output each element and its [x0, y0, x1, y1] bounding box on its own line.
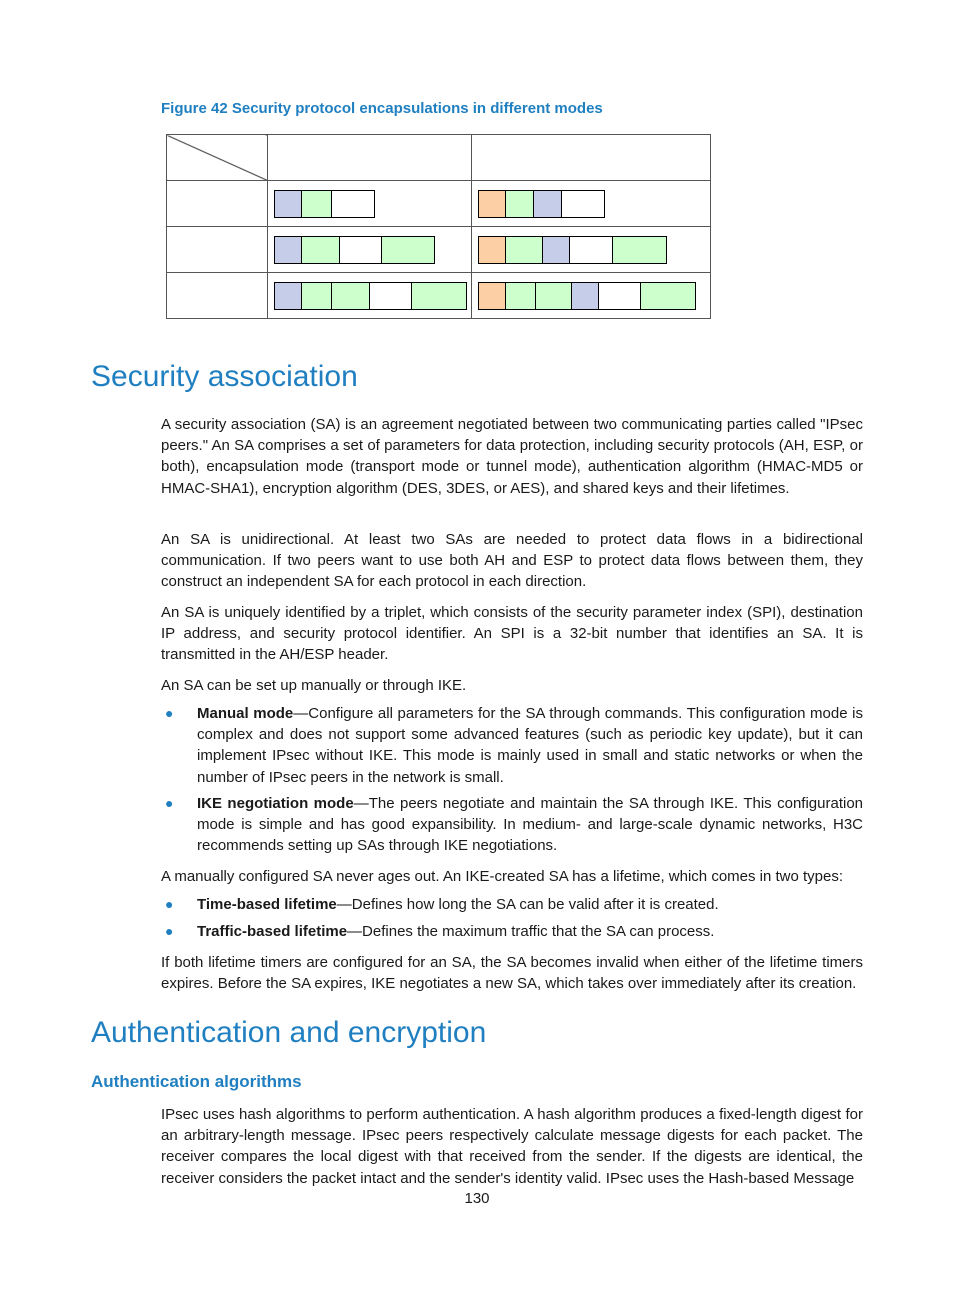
row-label-cell — [167, 227, 268, 273]
packet-segment-white — [370, 283, 412, 309]
paragraph: If both lifetime timers are configured for an SA, the SA becomes invalid when either of the lifetime timers expires. Before the SA expires, IKE negotiates a new SA, which takes over immediately after its creation. — [161, 954, 863, 993]
subsection-title-authentication-algorithms: Authentication algorithms — [91, 1072, 302, 1091]
bullet-item — [161, 921, 863, 942]
packet-segment-white — [570, 237, 613, 263]
packet-segment-blue — [275, 283, 302, 309]
packet-segment-white — [332, 191, 374, 217]
bullet-item — [161, 703, 863, 788]
packet-segment-green — [302, 191, 332, 217]
table-row — [167, 273, 711, 319]
packet-segment-green — [382, 237, 434, 263]
packet-segment-green — [506, 237, 543, 263]
packet-segment-green — [302, 237, 340, 263]
paragraph: An SA is uniquely identified by a triplet, which consists of the security parameter index (SPI), destination IP address, and security protocol identifier. An SPI is a 32-bit number that identifies an SA. It is transmitted in the AH/ESP header. — [161, 604, 863, 664]
table-row — [167, 227, 711, 273]
bullet-term: Traffic-based lifetime — [197, 923, 348, 940]
table-header-cell — [472, 135, 711, 181]
bullet-dot-icon: ● — [165, 705, 174, 721]
table-header-row — [167, 135, 711, 181]
figure-caption: Figure 42 Security protocol encapsulations in different modes — [161, 100, 603, 117]
packet-segment-green — [506, 283, 536, 309]
packet-cell — [472, 227, 711, 273]
packet-diagram — [274, 236, 435, 264]
packet-segment-green — [412, 283, 466, 309]
packet-segment-orange — [479, 283, 506, 309]
packet-diagram — [478, 282, 696, 310]
bullet-item — [161, 894, 863, 915]
bullet-dot-icon: ● — [165, 923, 174, 939]
packet-cell — [268, 227, 472, 273]
packet-cell — [268, 273, 472, 319]
table-header-cell — [268, 135, 472, 181]
packet-diagram — [274, 282, 467, 310]
packet-segment-green — [302, 283, 332, 309]
packet-segment-white — [599, 283, 641, 309]
paragraph: An SA can be set up manually or through IKE. — [161, 677, 467, 694]
packet-segment-orange — [479, 191, 506, 217]
packet-segment-white — [340, 237, 382, 263]
packet-diagram — [274, 190, 375, 218]
bullet-dot-icon: ● — [165, 896, 174, 912]
packet-cell — [472, 273, 711, 319]
packet-segment-blue — [275, 191, 302, 217]
packet-segment-white — [562, 191, 604, 217]
packet-segment-green — [536, 283, 572, 309]
bullet-dot-icon: ● — [165, 795, 174, 811]
section-title-security-association: Security association — [91, 360, 358, 393]
bullet-text: —Defines how long the SA can be valid after it is created. — [336, 896, 719, 913]
section-title-authentication-encryption: Authentication and encryption — [91, 1016, 487, 1049]
table-row — [167, 181, 711, 227]
packet-segment-blue — [543, 237, 570, 263]
packet-segment-green — [332, 283, 370, 309]
bullet-text: —Defines the maximum traffic that the SA can process. — [347, 923, 715, 940]
packet-cell — [472, 181, 711, 227]
packet-segment-blue — [572, 283, 599, 309]
paragraph: A manually configured SA never ages out. An IKE-created SA has a lifetime, which comes in two types: — [161, 868, 844, 885]
packet-segment-blue — [275, 237, 302, 263]
paragraph: IPsec uses hash algorithms to perform authentication. A hash algorithm produces a fixed-length digest for an arbitrary-length message. IPsec peers respectively calculate message digests for each packet. The receiver compares the local digest with that received from the sender. If the digests are identical, the receiver considers the packet intact and the sender's identity valid. IPsec uses the Hash-based Message — [161, 1106, 863, 1187]
encapsulation-table — [166, 134, 711, 319]
packet-segment-green — [641, 283, 695, 309]
packet-diagram — [478, 236, 667, 264]
packet-diagram — [478, 190, 605, 218]
bullet-term: Time-based lifetime — [197, 896, 337, 913]
packet-segment-green — [613, 237, 666, 263]
packet-cell — [268, 181, 472, 227]
paragraph: An SA is unidirectional. At least two SAs are needed to protect data flows in a bidirectional communication. If two peers want to use both AH and ESP to protect data flows between them, they construct an independent SA for each protocol in each direction. — [161, 531, 863, 591]
packet-segment-orange — [479, 237, 506, 263]
table-corner-cell — [167, 135, 268, 181]
bullet-term: Manual mode — [197, 705, 294, 722]
row-label-cell — [167, 273, 268, 319]
page-number: 130 — [464, 1190, 490, 1207]
bullet-text: —The peers negotiate and maintain the SA through IKE. This configuration mode is simple and has good expansibility. In medium- and large-scale dynamic networks, H3C recommends setting up SAs through IKE negotiations. — [197, 795, 864, 855]
bullet-item — [161, 793, 863, 857]
bullet-term: IKE negotiation mode — [197, 795, 354, 812]
paragraph: A security association (SA) is an agreement negotiated between two communicating parties called "IPsec peers." An SA comprises a set of parameters for data protection, including security protocols (AH, ESP, or both), encapsulation mode (transport mode or tunnel mode), authentication algorithm (HMAC-MD5 or HMAC-SHA1), encryption algorithm (DES, 3DES, or AES), and shared keys and their lifetimes. — [161, 416, 863, 497]
packet-segment-blue — [534, 191, 562, 217]
bullet-text: —Configure all parameters for the SA through commands. This configuration mode is complex and does not support some advanced features (such as periodic key update), but it can implement IPsec without IKE. This mode is mainly used in small and static networks or when the number of IPsec peers in the network is small. — [197, 705, 863, 786]
row-label-cell — [167, 181, 268, 227]
packet-segment-green — [506, 191, 534, 217]
